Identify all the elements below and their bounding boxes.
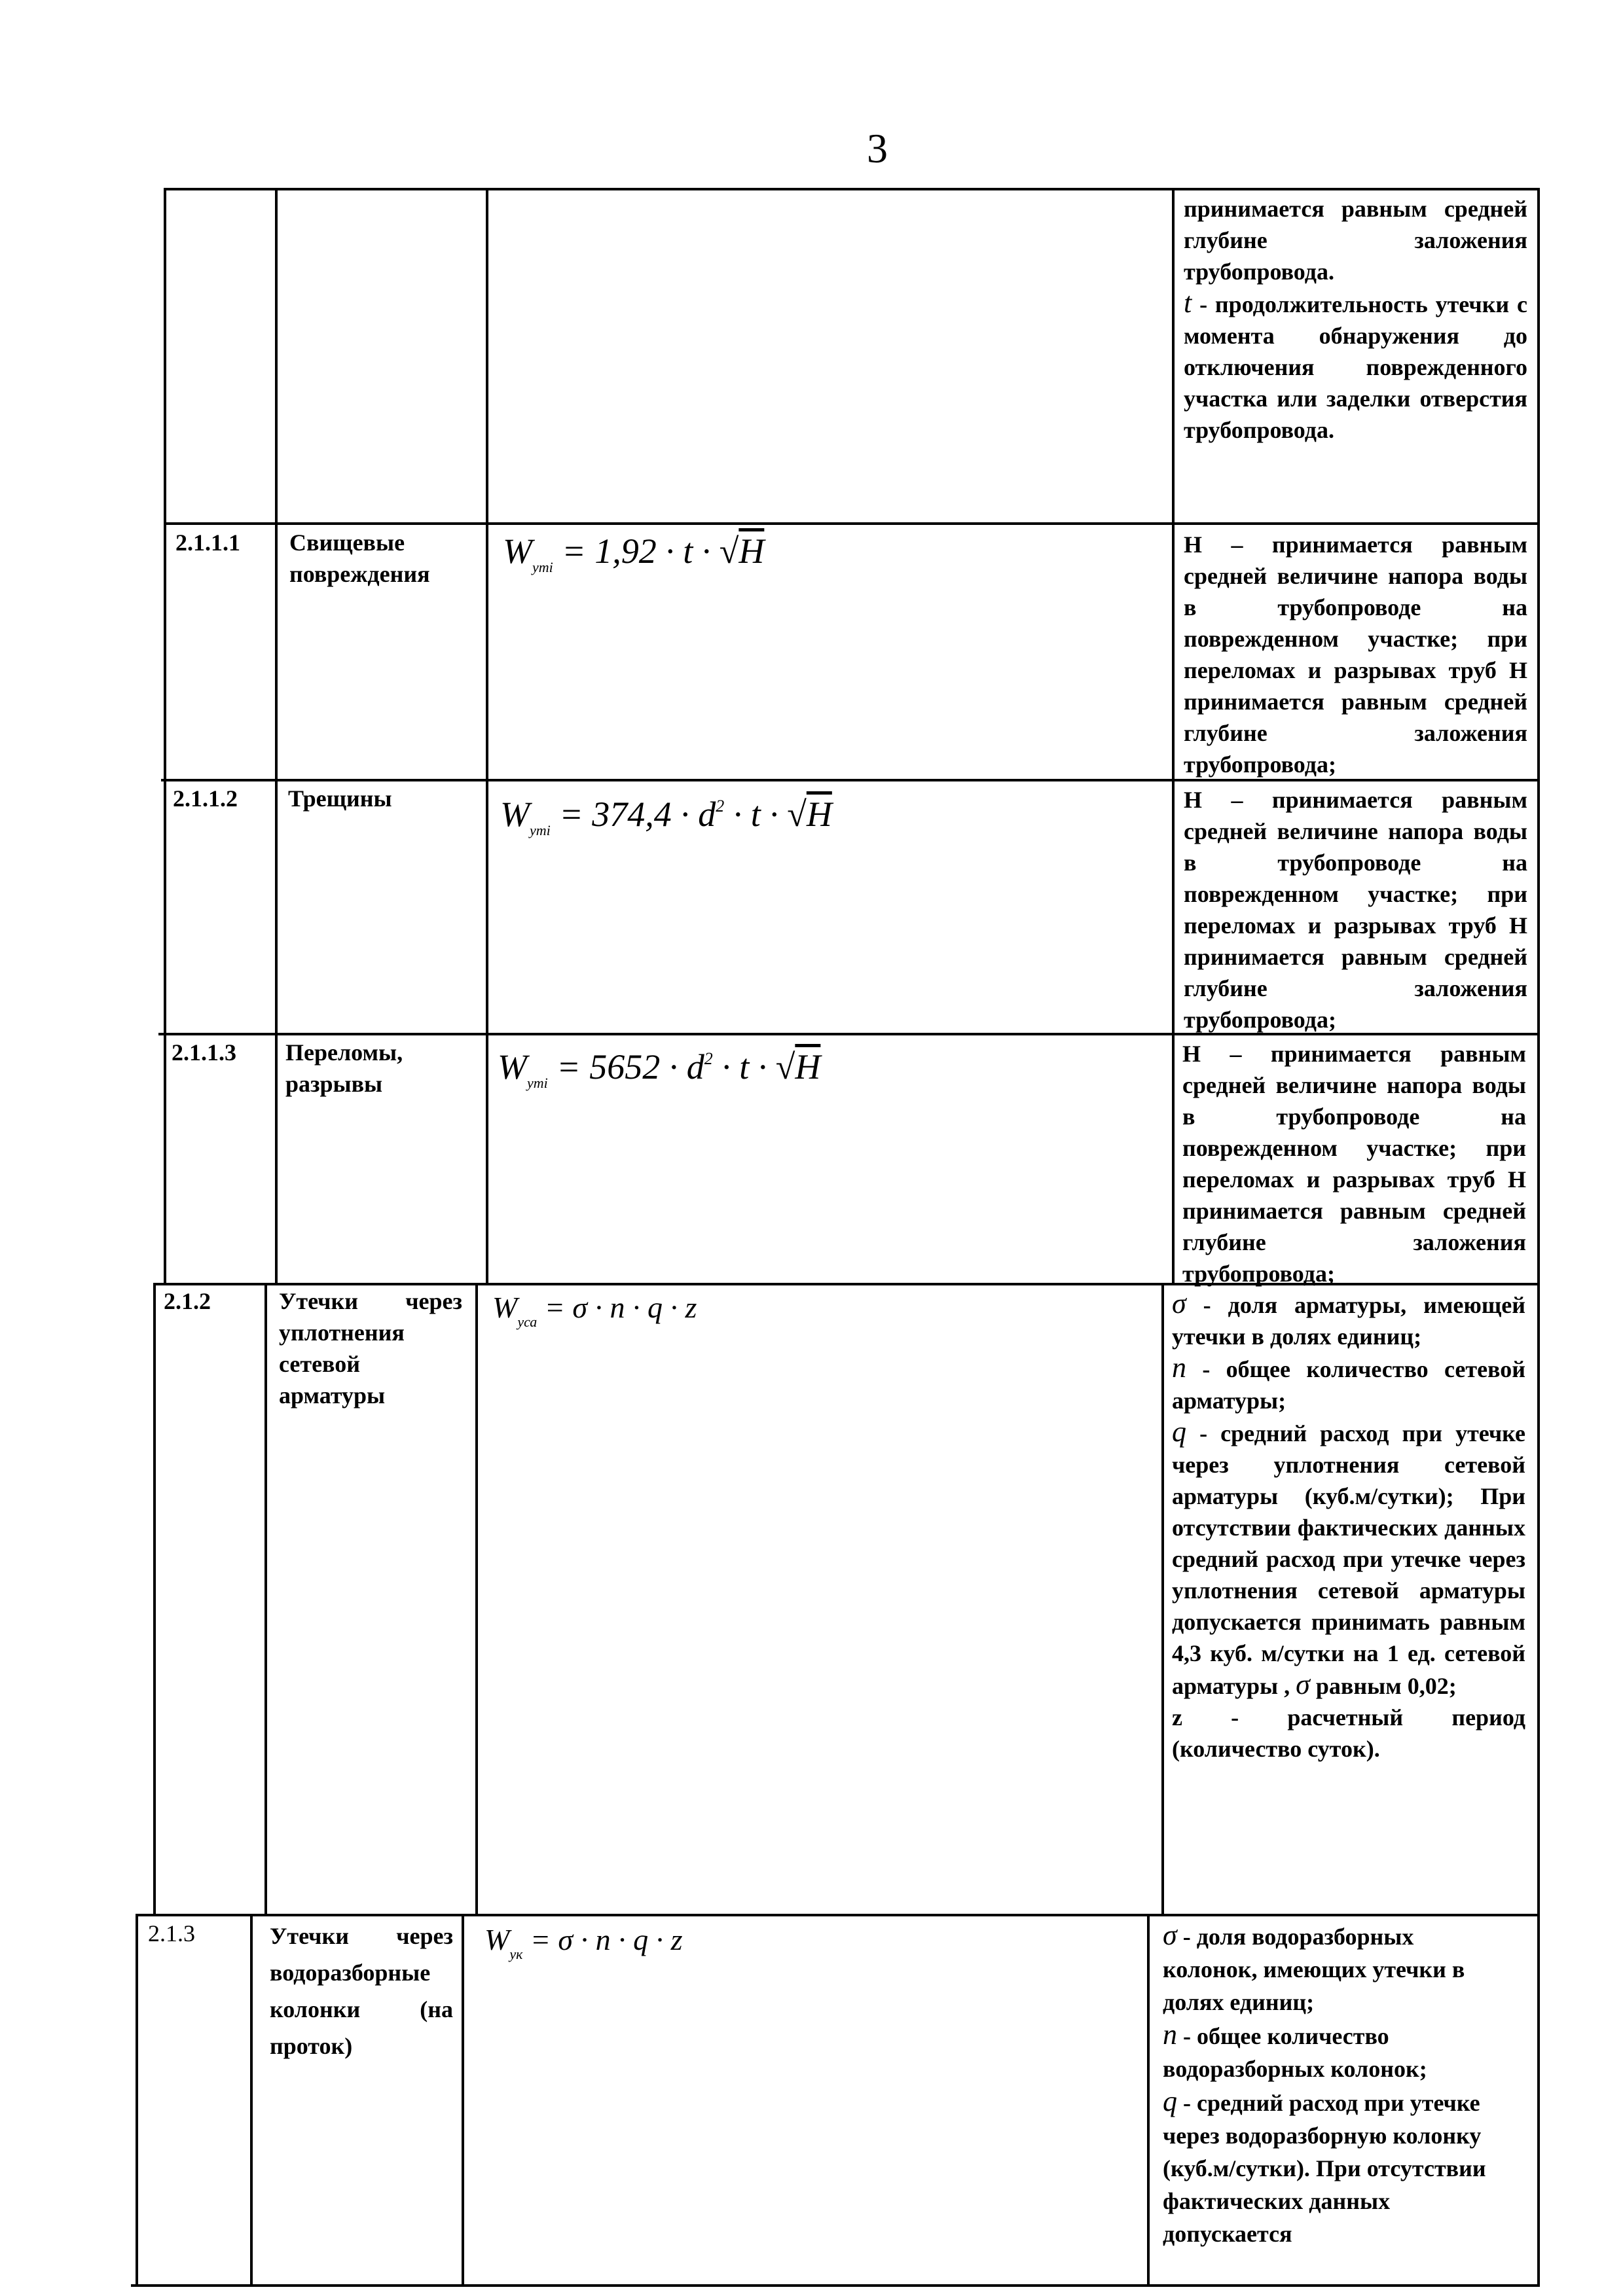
formula-rhs: = 374,4 · d [559,795,716,834]
formula-lhs: W [503,531,532,571]
row-divider [136,1914,1540,1916]
desc-item [1163,2085,1503,2250]
formula-radicand: H [739,531,765,571]
formula-subscript: ук [509,1946,523,1962]
desc-item-text: - средний расход при утечке через водоразборную колонку (куб.м/сутки). При отсутствии фактических данных допускается [1163,2090,1486,2247]
continuation-description [1184,193,1527,446]
formula [492,1287,697,1343]
row-description [1172,1288,1525,1765]
desc-item-text: - средний расход при утечке через уплотнения сетевой арматуры (куб.м/сутки); При отсутствии фактических данных средний расход при утечке через уплотнения сетевой арматуры допускается принимать равным 4,3 куб. м/сутки на 1 ед. сетевой арматуры , [1172,1420,1526,1699]
row-number: 2.1.2 [164,1288,211,1314]
formula-rhs: = σ · n · q · z [544,1291,697,1324]
formula-superscript: 2 [704,1049,713,1068]
symbol-q: q [1163,2085,1177,2117]
column-divider [1172,188,1175,1283]
row-name: Утечки через водоразборные колонки (на проток) [270,1923,453,2059]
continuation-t-item [1184,287,1527,446]
row-name: Трещины [288,785,392,812]
column-divider [275,188,278,1283]
symbol-n: n [1172,1352,1186,1384]
column-divider [1161,1283,1164,1914]
formula [503,530,764,588]
formula-rhs: · t · √ [724,795,807,834]
column-divider [486,188,488,1283]
formula [484,1919,683,1975]
table-border-left [164,188,166,1283]
desc-item-text: - доля водоразборных колонок, имеющих утечки в долях единиц; [1163,1924,1465,2015]
formula-rhs: · t · √ [712,1047,795,1086]
formula-subscript: уса [517,1314,538,1330]
desc-item [1172,1416,1525,1702]
symbol-sigma: σ [1296,1668,1310,1700]
formula-subscript: утi [529,822,551,838]
table-border-right [1537,188,1540,2287]
formula-subscript: утi [532,559,553,575]
desc-item-text: - общее количество водоразборных колонок; [1163,2023,1427,2082]
formula-lhs: W [498,1047,527,1086]
row-description: Н – принимается равным средней величине напора воды в трубопроводе на поврежденном участке; при переломах и разрывах труб Н принимается равным средней глубине заложения трубопровода; [1184,787,1527,1033]
t-definition: - продолжительность утечки с момента обнаружения до отключения поврежденного участка или заделки отверстия трубопровода. [1184,291,1527,443]
symbol-q: q [1172,1416,1186,1448]
desc-item-text: z - расчетный период (количество суток). [1172,1704,1525,1762]
desc-item [1172,1288,1525,1352]
table-border-left [136,1914,138,2287]
continuation-text: принимается равным средней глубине заложения трубопровода. [1184,196,1527,285]
desc-item-text: - общее количество сетевой арматуры; [1172,1356,1525,1414]
row-number: 2.1.1.2 [173,785,238,812]
symbol-t: t [1184,287,1192,319]
desc-item [1163,1919,1503,2018]
formula-rhs: = σ · n · q · z [530,1923,683,1956]
row-number: 2.1.1.3 [172,1039,236,1066]
formula-rhs: = 1,92 · t · √ [562,531,739,571]
row-divider [164,522,1540,525]
row-name: Переломы, разрывы [285,1039,403,1097]
formula-radicand: H [806,795,832,834]
page-number: 3 [867,125,888,171]
formula-lhs: W [492,1291,518,1324]
column-divider [264,1283,267,1914]
symbol-sigma: σ [1163,1919,1177,1951]
row-description: Н – принимается равным средней величине напора воды в трубопроводе на поврежденном участке; при переломах и разрывах труб Н принимается равным средней глубине заложения трубопровода; [1184,531,1527,778]
row-number: 2.1.3 [148,1920,195,1946]
formula-lhs: W [484,1923,510,1956]
desc-item-text: равным 0,02; [1315,1673,1457,1699]
row-name: Утечки через уплотнения сетевой арматуры [279,1288,462,1408]
column-divider [250,1914,253,2287]
symbol-sigma: σ [1172,1287,1186,1319]
table-border-left [153,1283,156,1914]
column-divider [475,1283,478,1914]
desc-item [1172,1702,1525,1765]
formula-radicand: H [795,1047,821,1086]
desc-item-text: - доля арматуры, имеющей утечки в долях единиц; [1172,1292,1525,1350]
formula [498,1038,820,1104]
formula-rhs: = 5652 · d [556,1047,704,1086]
formula-subscript: утi [526,1075,548,1091]
row-name: Свищевые повреждения [289,529,430,587]
table-border-bottom [131,2284,1540,2287]
symbol-n: n [1163,2018,1177,2051]
desc-item [1172,1352,1525,1416]
formula [500,785,832,852]
column-divider [1147,1914,1150,2287]
formula-lhs: W [500,795,530,834]
formula-superscript: 2 [716,797,725,816]
row-description: Н – принимается равным средней величине напора воды в трубопроводе на поврежденном участке; при переломах и разрывах труб Н принимается равным средней глубине заложения трубопровода; [1182,1041,1526,1287]
table-border-top [164,188,1540,190]
row-number: 2.1.1.1 [175,529,240,556]
column-divider [462,1914,464,2287]
desc-item [1163,2018,1503,2085]
row-description [1163,1919,1503,2250]
